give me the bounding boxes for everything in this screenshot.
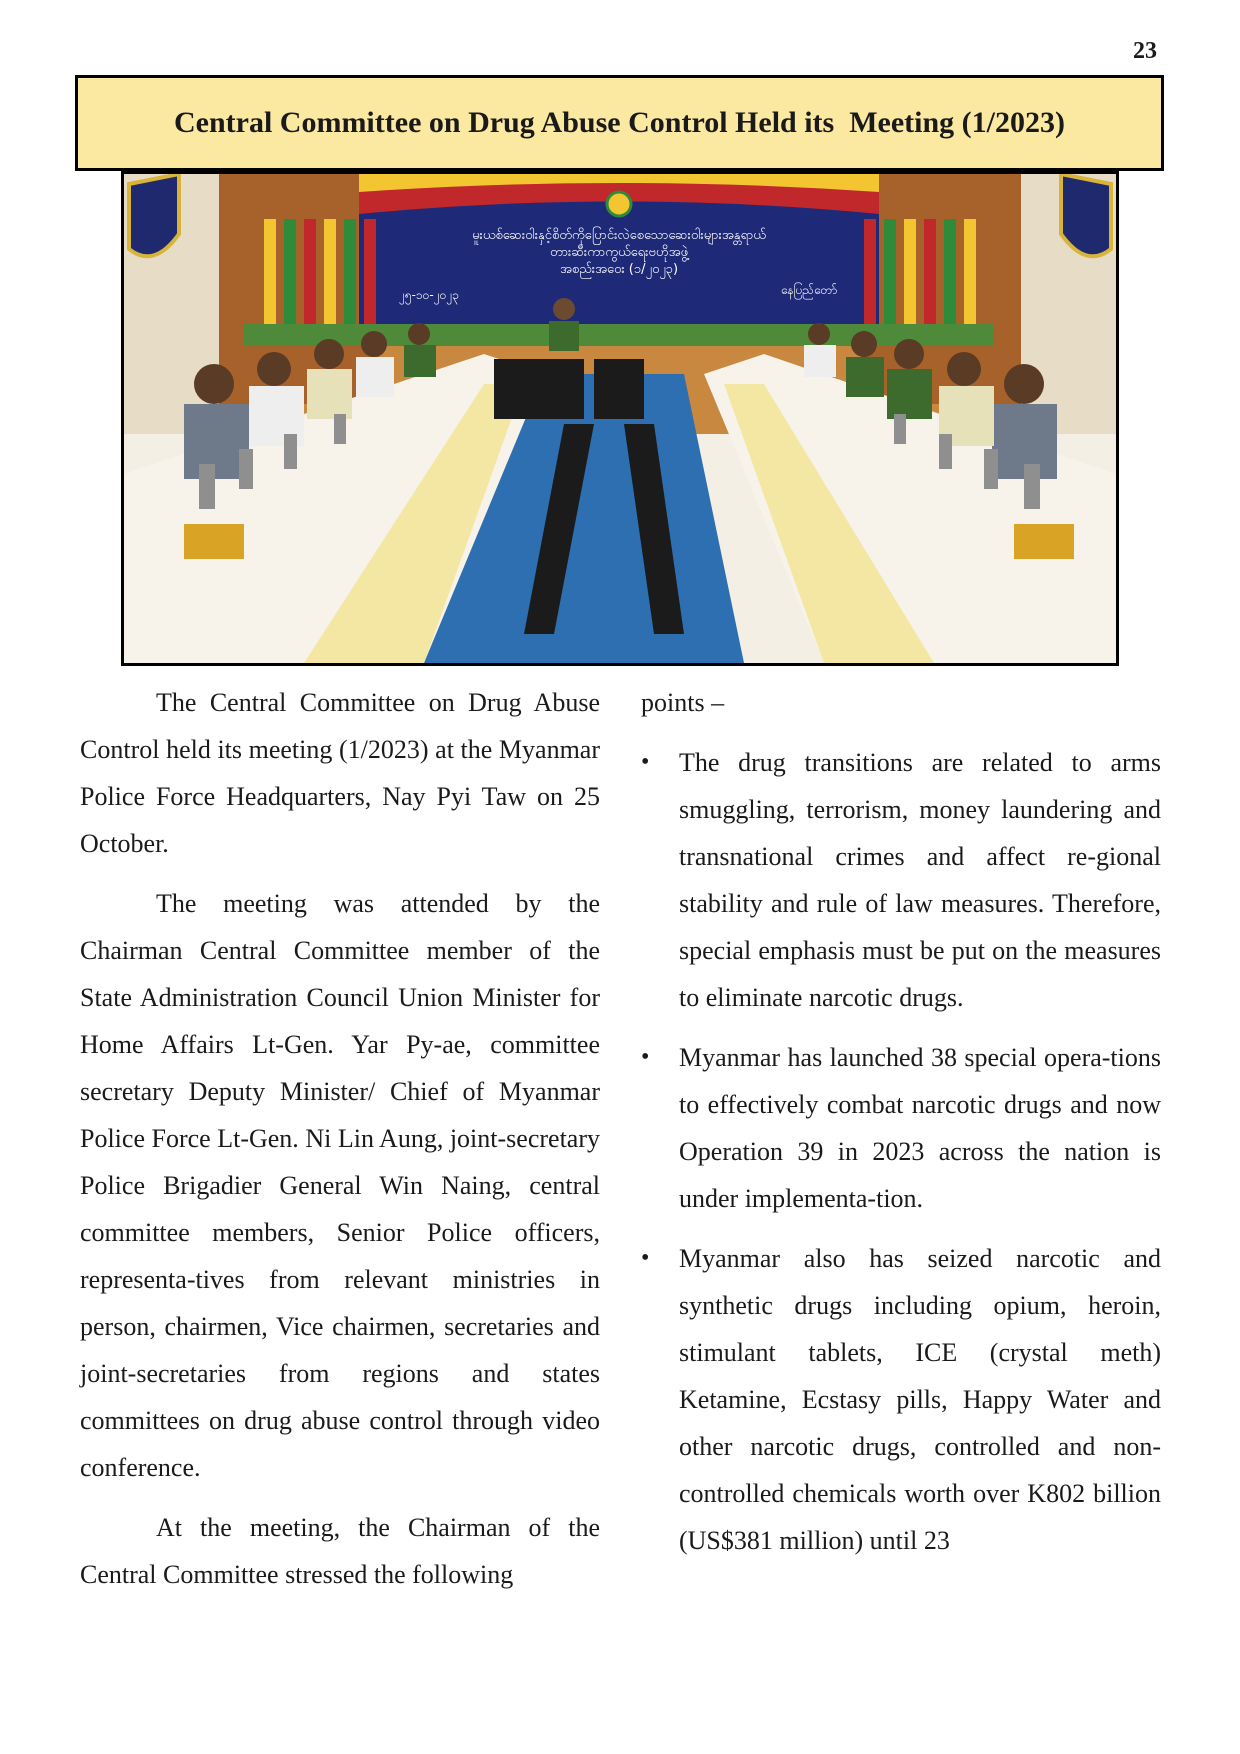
police-emblem-left [129,174,179,256]
article-title: Central Committee on Drug Abuse Control Held its Meeting (1/2023) [173,106,1065,139]
committee-emblem [607,192,631,216]
banner-line-1: မူးယစ်ဆေးဝါးနှင့်စိတ်ကိုပြောင်းလဲစေသောဆေးဝါးများအန္တရာယ် [472,228,766,243]
points-list [641,739,1161,1564]
list-item: • Myanmar has launched 38 special opera-tions to effectively combat narcotic drugs and now Operation 39 in 2023 across the nation is under implementa-tion. [641,1034,1161,1222]
police-emblem-right [1061,174,1111,256]
list-item: • Myanmar also has seized narcotic and synthetic drugs including opium, heroin, stimulant tablets, ICE (crystal meth) Ketamine, Ecstasy pills, Happy Water and other narcotic drugs, controlled and non-controlled chemicals worth over K802 billion (US$381 million) until 23 [641,1235,1161,1564]
banner-place: နေပြည်တော် [780,283,838,297]
chairman-figure [549,298,579,351]
right-column [641,679,1161,1577]
meeting-photo-illustration [124,174,1116,663]
title-banner [75,75,1164,171]
banner-line-3: အစည်းအဝေး (၁/၂၀၂၃) [559,262,679,277]
list-item: • The drug transitions are related to arms smuggling, terrorism, money laundering and transnational crimes and affect re-gional stability and rule of law measures. Therefore, special emphasis must be put on the measures to eliminate narcotic drugs. [641,739,1161,1021]
paragraph-attendees: The meeting was attended by the Chairman Central Committee member of the State Administration Council Union Minister for Home Affairs Lt-Gen. Yar Py-ae, committee secretary Deputy Minister/ Chief of Myanmar Police Force Lt-Gen. Ni Lin Aung, joint-secretary Police Brigadier General Win Naing, central committee members, Senior Police officers, representa-tives from relevant ministries in person, chairmen, Vice chairmen, secretaries and joint-secretaries from regions and states committees on drug abuse control through video conference. [80,889,600,1482]
banner-date: ၂၅-၁၀-၂၀၂၃ [398,288,460,302]
page-number: 23 [1133,38,1157,64]
paragraph-intro: The Central Committee on Drug Abuse Control held its meeting (1/2023) at the Myanmar Police Force Headquarters, Nay Pyi Taw on 25 October. [80,688,600,858]
banner-line-2: တားဆီးကာကွယ်ရေးဗဟိုအဖွဲ့ [550,245,688,260]
left-column [80,679,600,1611]
points-lead: points – [641,688,725,717]
paragraph-chairman-stress: At the meeting, the Chairman of the Central Committee stressed the following [80,1513,600,1589]
meeting-photo [121,171,1119,666]
